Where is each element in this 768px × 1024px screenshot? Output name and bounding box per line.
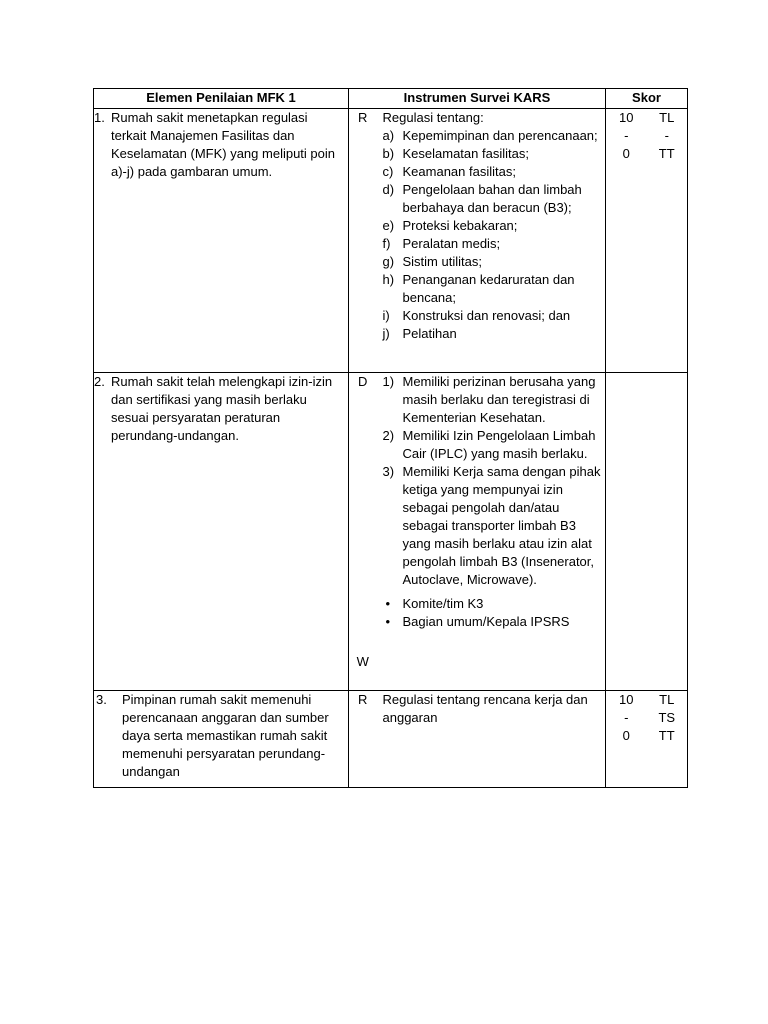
row-number: 2. bbox=[94, 374, 105, 389]
header-row bbox=[94, 89, 688, 109]
list-item: 2) Memiliki Izin Pengelolaan Limbah Cair (IPLC) yang masih berlaku. bbox=[382, 428, 596, 461]
instrument-cell bbox=[377, 691, 606, 788]
element-text: Rumah sakit telah melengkapi izin-izin dan sertifikasi yang masih berlaku sesuai persyaratan peraturan perundang-undangan. bbox=[111, 374, 333, 443]
list-item: b) Keselamatan fasilitas; bbox=[382, 146, 529, 161]
instrument-cell bbox=[377, 109, 606, 373]
score-value: 10 bbox=[619, 110, 634, 125]
type-letter: R bbox=[358, 692, 368, 707]
score-code-cell bbox=[647, 373, 688, 691]
list-item: 1) Memiliki perizinan berusaha yang masih berlaku dan teregistrasi di Kementerian Kesehatan. bbox=[382, 374, 596, 425]
list-item: 3) Memiliki Kerja sama dengan pihak ketiga yang mempunyai izin sebagai pengolah dan/atau sebagai transporter limbah B3 yang masih berlaku atau izin alat pengolah limbah B3 (Insenerator, Autoclave, Microwave). bbox=[382, 464, 601, 587]
score-code: TS bbox=[658, 710, 676, 725]
score-value: 0 bbox=[622, 146, 630, 161]
score-code: TL bbox=[659, 692, 675, 707]
score-code: TT bbox=[658, 728, 675, 743]
row-number: 1. bbox=[94, 110, 105, 125]
instrument-cell bbox=[377, 373, 606, 691]
score-code-cell bbox=[647, 109, 688, 373]
instrument-type bbox=[349, 373, 377, 691]
list-item: f) Peralatan medis; bbox=[382, 236, 501, 251]
type-letter: D bbox=[358, 374, 368, 389]
instrument-list bbox=[383, 373, 602, 589]
assessment-table bbox=[93, 88, 688, 788]
list-item: d) Pengelolaan bahan dan limbah berbahaya dan beracun (B3); bbox=[382, 182, 582, 215]
score-code: - bbox=[664, 128, 669, 143]
type-letter: R bbox=[358, 110, 368, 125]
table-row bbox=[94, 109, 688, 373]
score-value-cell bbox=[606, 691, 647, 788]
list-item: g) Sistim utilitas; bbox=[382, 254, 482, 269]
instrument-intro: Regulasi tentang: bbox=[382, 110, 484, 125]
instrument-intro: Regulasi tentang rencana kerja dan anggaran bbox=[382, 692, 588, 725]
list-item: e) Proteksi kebakaran; bbox=[382, 218, 518, 233]
score-value: - bbox=[624, 128, 629, 143]
score-value: 10 bbox=[619, 692, 634, 707]
score-code: TL bbox=[659, 110, 675, 125]
bullet-list bbox=[383, 595, 602, 631]
score-code: TT bbox=[658, 146, 675, 161]
list-item: h) Penanganan kedaruratan dan bencana; bbox=[382, 272, 575, 305]
list-item: • Bagian umum/Kepala IPSRS bbox=[385, 614, 570, 629]
table-row bbox=[94, 373, 688, 691]
element-text: Rumah sakit menetapkan regulasi terkait Manajemen Fasilitas dan Keselamatan (MFK) yang meliputi poin a)-j) pada gambaran umum. bbox=[111, 110, 335, 179]
element-text: Pimpinan rumah sakit memenuhi perencanaan anggaran dan sumber daya serta memastikan rumah sakit memenuhi persyaratan perundang-undangan bbox=[122, 692, 329, 779]
instrument-type bbox=[349, 691, 377, 788]
list-item: j) Pelatihan bbox=[382, 326, 457, 341]
header-score: Skor bbox=[606, 89, 688, 109]
list-item: c) Keamanan fasilitas; bbox=[382, 164, 516, 179]
type-letter: W bbox=[356, 654, 369, 669]
list-item: a) Kepemimpinan dan perencanaan; bbox=[382, 128, 598, 143]
instrument-type bbox=[349, 109, 377, 373]
document-page bbox=[93, 88, 687, 788]
row-number: 3. bbox=[96, 692, 107, 707]
element-cell bbox=[94, 109, 349, 373]
list-item: • Komite/tim K3 bbox=[385, 596, 484, 611]
score-value: - bbox=[624, 710, 629, 725]
element-cell bbox=[94, 691, 349, 788]
score-value-cell bbox=[606, 109, 647, 373]
instrument-list bbox=[383, 127, 602, 343]
score-value: 0 bbox=[622, 728, 630, 743]
list-item: i) Konstruksi dan renovasi; dan bbox=[382, 308, 571, 323]
header-element: Elemen Penilaian MFK 1 bbox=[94, 89, 349, 109]
header-instrument: Instrumen Survei KARS bbox=[349, 89, 606, 109]
table-row bbox=[94, 691, 688, 788]
score-code-cell bbox=[647, 691, 688, 788]
element-cell bbox=[94, 373, 349, 691]
score-value-cell bbox=[606, 373, 647, 691]
